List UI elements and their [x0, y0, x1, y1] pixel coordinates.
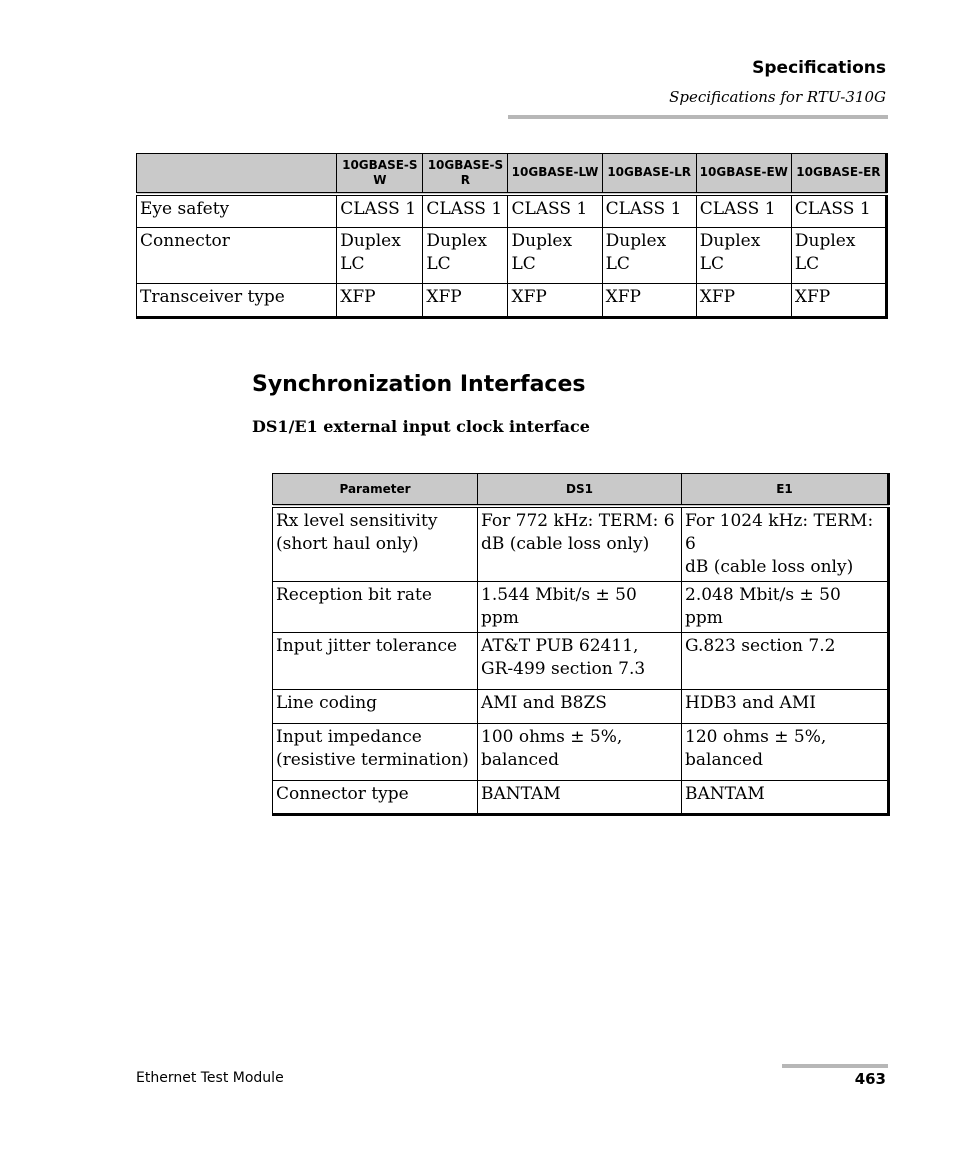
table-cell: XFP	[791, 284, 886, 318]
table-cell: XFP	[696, 284, 791, 318]
table-cell: For 772 kHz: TERM: 6 dB (cable loss only)	[478, 506, 682, 582]
table-row	[137, 284, 887, 318]
table-cell: Line coding	[273, 690, 478, 724]
column-header: 10GBASE-ER	[791, 154, 886, 194]
column-header: 10GBASE-S R	[423, 154, 508, 194]
table-cell: 2.048 Mbit/s ± 50 ppm	[682, 582, 889, 633]
section-heading: Synchronization Interfaces	[252, 372, 586, 397]
table-cell: Duplex LC	[508, 228, 602, 284]
table-cell: Eye safety	[137, 194, 337, 228]
page-number: 463	[854, 1070, 886, 1088]
table-cell: Connector	[137, 228, 337, 284]
table-cell: HDB3 and AMI	[682, 690, 889, 724]
table-cell: 100 ohms ± 5%, balanced	[478, 724, 682, 781]
footer-document-title: Ethernet Test Module	[136, 1070, 284, 1086]
table-cell: CLASS 1	[602, 194, 696, 228]
table-cell: CLASS 1	[791, 194, 886, 228]
table-row	[273, 690, 889, 724]
header-rule	[508, 115, 888, 119]
column-header: 10GBASE-LW	[508, 154, 602, 194]
table-cell: Input impedance (resistive termination)	[273, 724, 478, 781]
table-cell: Reception bit rate	[273, 582, 478, 633]
table-header-row	[137, 154, 887, 194]
column-header: E1	[682, 474, 889, 507]
table-row	[137, 228, 887, 284]
table-cell: Transceiver type	[137, 284, 337, 318]
column-header: 10GBASE-EW	[696, 154, 791, 194]
table-cell: G.823 section 7.2	[682, 633, 889, 690]
table-cell: Rx level sensitivity (short haul only)	[273, 506, 478, 582]
column-header: 10GBASE-LR	[602, 154, 696, 194]
table-cell: XFP	[508, 284, 602, 318]
table-cell: XFP	[423, 284, 508, 318]
table-cell: BANTAM	[682, 781, 889, 815]
table-cell: Duplex LC	[337, 228, 423, 284]
optics-spec-table	[136, 153, 888, 319]
table-cell: Duplex LC	[696, 228, 791, 284]
table-cell: For 1024 kHz: TERM: 6 dB (cable loss only)	[682, 506, 889, 582]
table-cell: CLASS 1	[423, 194, 508, 228]
table-row	[137, 194, 887, 228]
table-cell: 120 ohms ± 5%, balanced	[682, 724, 889, 781]
table-cell: CLASS 1	[696, 194, 791, 228]
page-header-subtitle: Specifications for RTU-310G	[669, 88, 886, 106]
table-row	[273, 506, 889, 582]
table-cell: Duplex LC	[423, 228, 508, 284]
table-cell: CLASS 1	[337, 194, 423, 228]
table-cell: Duplex LC	[602, 228, 696, 284]
footer-rule	[782, 1064, 888, 1068]
table-cell: XFP	[602, 284, 696, 318]
section-subheading: DS1/E1 external input clock interface	[252, 417, 590, 436]
column-header	[137, 154, 337, 194]
column-header: DS1	[478, 474, 682, 507]
table-cell: Input jitter tolerance	[273, 633, 478, 690]
table-row	[273, 633, 889, 690]
clock-interface-table	[272, 473, 890, 816]
table-cell: AT&T PUB 62411, GR-499 section 7.3	[478, 633, 682, 690]
table-row	[273, 781, 889, 815]
table-cell: 1.544 Mbit/s ± 50 ppm	[478, 582, 682, 633]
column-header: Parameter	[273, 474, 478, 507]
column-header: 10GBASE-S W	[337, 154, 423, 194]
page-header-title: Specifications	[752, 58, 886, 78]
table-cell: BANTAM	[478, 781, 682, 815]
table-header-row	[273, 474, 889, 507]
table-cell: Connector type	[273, 781, 478, 815]
table-row	[273, 724, 889, 781]
table-cell: Duplex LC	[791, 228, 886, 284]
table-cell: XFP	[337, 284, 423, 318]
table-cell: AMI and B8ZS	[478, 690, 682, 724]
table-row	[273, 582, 889, 633]
table-cell: CLASS 1	[508, 194, 602, 228]
